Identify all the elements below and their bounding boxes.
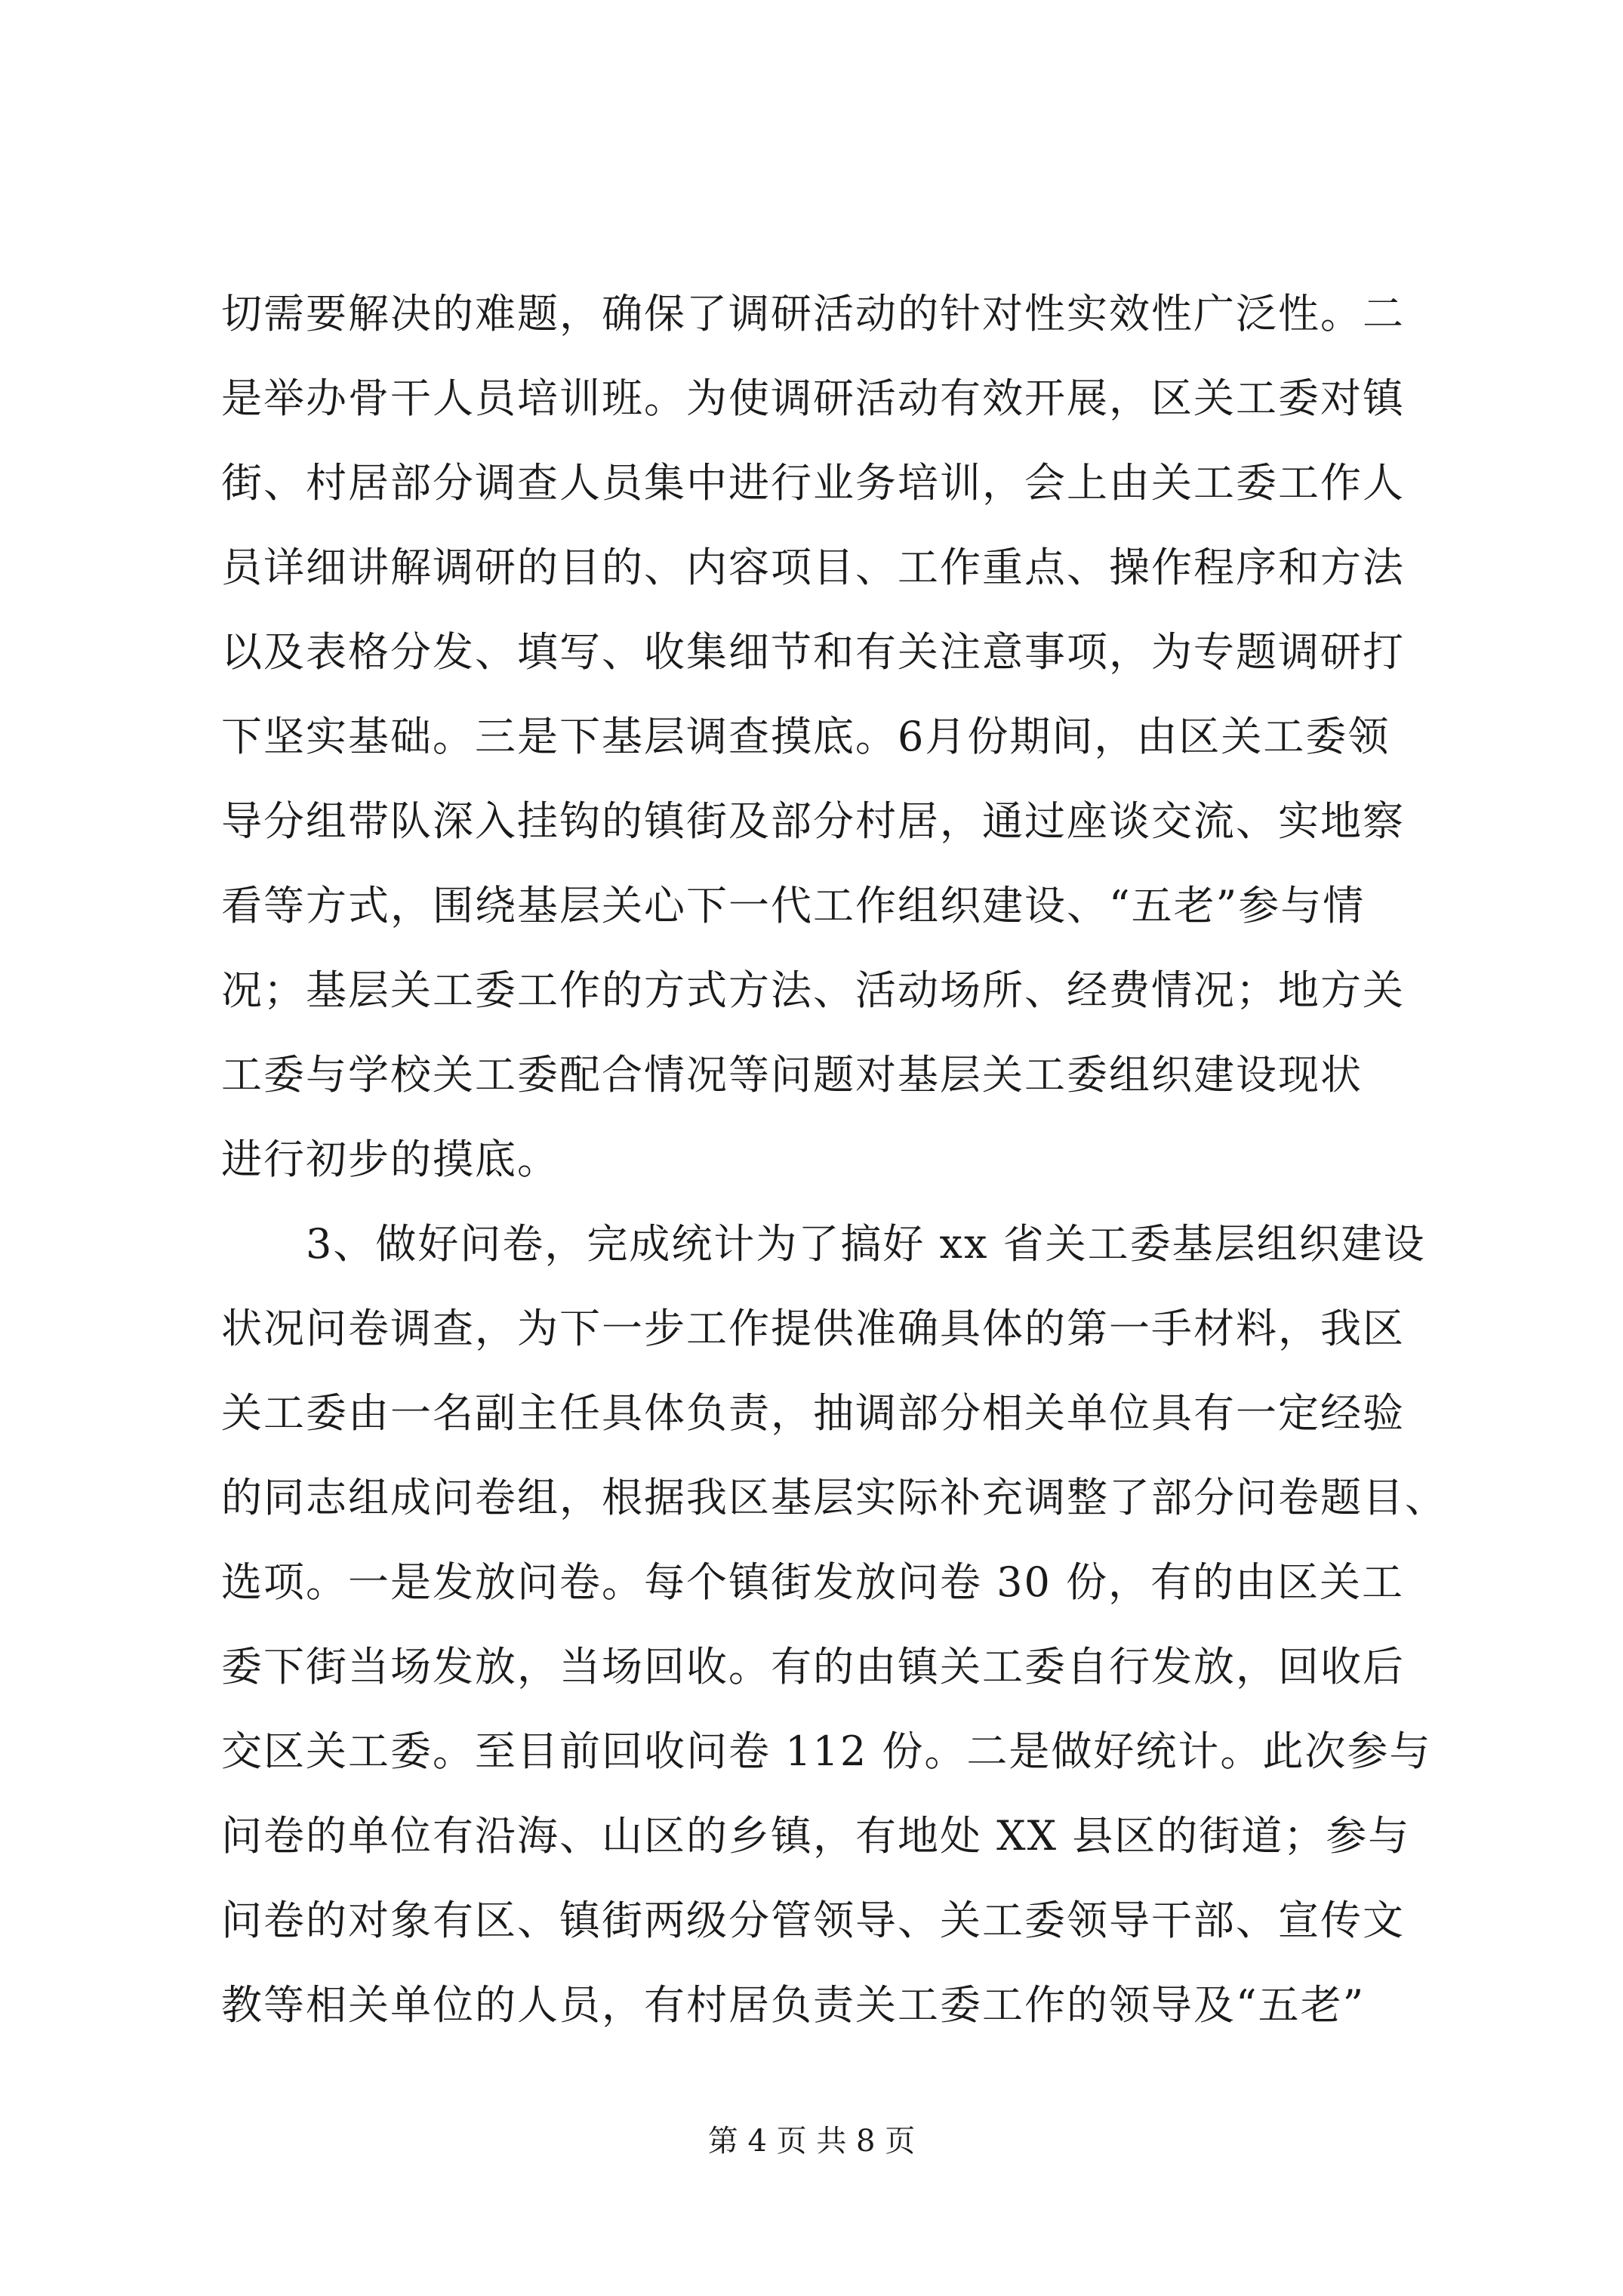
text-line: 状况问卷调查，为下一步工作提供准确具体的第一手材料，我区	[221, 1305, 1405, 1352]
text-line: 交区关工委。至目前回收问卷 112 份。二是做好统计。此次参与	[221, 1727, 1432, 1775]
text-line: 问卷的单位有沿海、山区的乡镇，有地处 XX 县区的街道；参与	[221, 1812, 1411, 1860]
text-line: 选项。一是发放问卷。每个镇街发放问卷 30 份，有的由区关工	[221, 1558, 1405, 1606]
text-line: 工委与学校关工委配合情况等问题对基层关工委组织建设现状	[221, 1051, 1363, 1099]
text-line: 街、村居部分调查人员集中进行业务培训，会上由关工委工作人	[221, 459, 1405, 507]
text-line: 关工委由一名副主任具体负责，抽调部分相关单位具有一定经验	[221, 1389, 1405, 1437]
text-line: 是举办骨干人员培训班。为使调研活动有效开展，区关工委对镇	[221, 374, 1405, 422]
text-line: 教等相关单位的人员，有村居负责关工委工作的领导及“五老”	[221, 1981, 1366, 2029]
text-line: 看等方式，围绕基层关心下一代工作组织建设、“五老”参与情	[221, 882, 1366, 929]
page-footer: 第 4 页 共 8 页	[707, 2124, 916, 2159]
text-line: 况；基层关工委工作的方式方法、活动场所、经费情况；地方关	[221, 966, 1405, 1014]
text-line: 委下街当场发放，当场回收。有的由镇关工委自行发放，回收后	[221, 1643, 1405, 1690]
text-line: 下坚实基础。三是下基层调查摸底。6月份期间，由区关工委领	[221, 713, 1390, 760]
text-line: 导分组带队深入挂钩的镇街及部分村居，通过座谈交流、实地察	[221, 797, 1405, 845]
text-line: 以及表格分发、填写、收集细节和有关注意事项，为专题调研打	[221, 628, 1405, 676]
text-line: 的同志组成问卷组，根据我区基层实际补充调整了部分问卷题目、	[221, 1474, 1447, 1521]
text-line: 员详细讲解调研的目的、内容项目、工作重点、操作程序和方法	[221, 544, 1405, 591]
body-text	[221, 272, 1447, 2048]
text-line: 进行初步的摸底。	[221, 1136, 559, 1183]
text-line: 问卷的对象有区、镇街两级分管领导、关工委领导干部、宣传文	[221, 1897, 1405, 1944]
text-line: 切需要解决的难题，确保了调研活动的针对性实效性广泛性。二	[221, 290, 1405, 337]
text-line: 3、做好问卷，完成统计为了搞好 xx 省关工委基层组织建设	[221, 1220, 1426, 1268]
